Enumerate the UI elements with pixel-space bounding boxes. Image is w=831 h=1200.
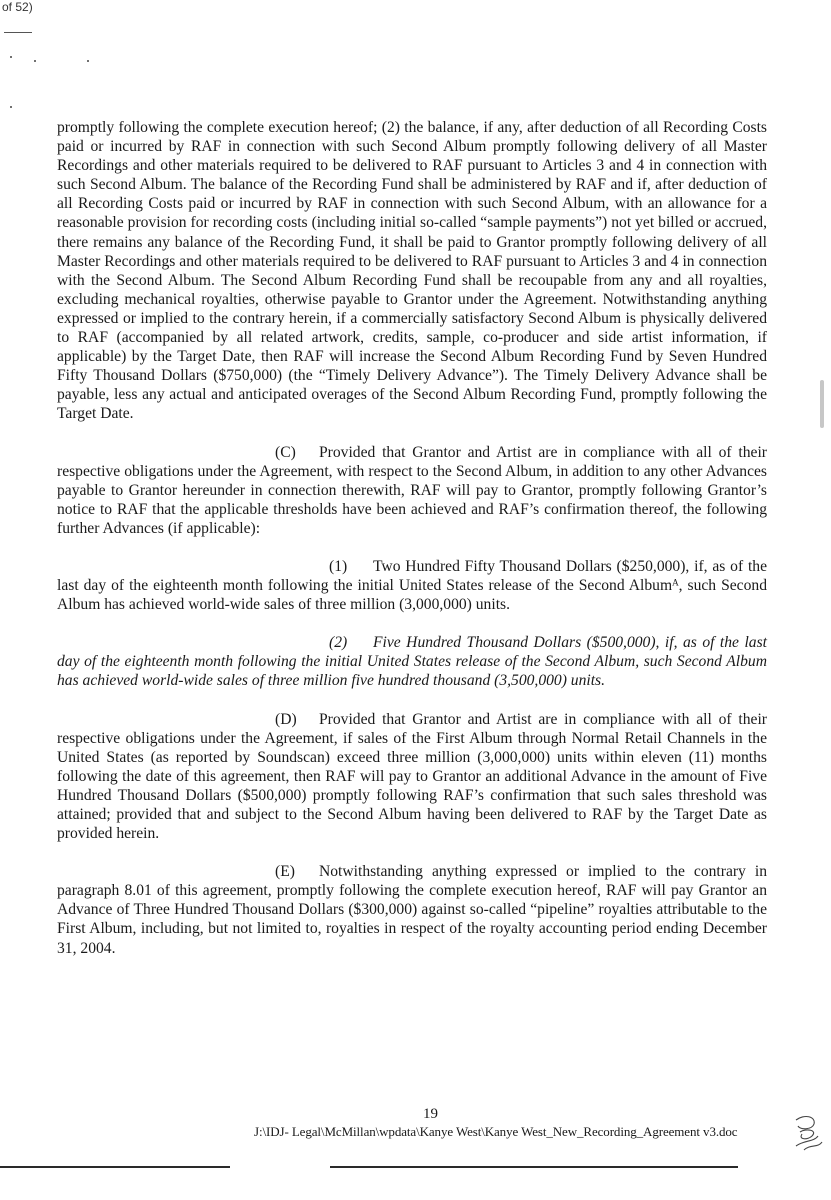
section-e-label: (E) <box>275 863 295 881</box>
document-body <box>57 118 767 958</box>
section-c-1-label: (1) <box>329 557 348 575</box>
section-c-text: Provided that Grantor and Artist are in compliance with all of their respective obligations under the Agreement, with respect to the Second Album, in addition to any other Advances payable to Grantor hereunder in connection therewith, RAF will pay to Grantor, promptly following Grantor’s notice to RAF that the applicable thresholds have been achieved and RAF’s confirmation thereof, the following further Advances (if applicable): <box>57 443 767 537</box>
section-c-1 <box>57 557 767 614</box>
footer-rule-right <box>330 1166 738 1168</box>
section-d-text: Provided that Grantor and Artist are in compliance with all of their respective obligations under the Agreement, if sales of the First Album through Normal Retail Channels in the United States (as reported by Soundscan) exceed three million (3,000,000) units within eleven (11) months following the date of this agreement, then RAF will pay to Grantor an additional Advance in the amount of Five Hundred Thousand Dollars ($500,000) promptly following RAF’s confirmation that such sales threshold was attained; provided that and subject to the Second Album having been delivered to RAF by the Target Date as provided herein. <box>57 710 767 843</box>
section-c-label: (C) <box>275 443 296 461</box>
section-c-2-label: (2) <box>329 634 348 652</box>
section-c-2 <box>57 633 767 690</box>
section-d <box>57 710 767 844</box>
section-e-text: Notwithstanding anything expressed or implied to the contrary in paragraph 8.01 of this agreement, promptly following the complete execution hereof, RAF will pay Grantor an Advance of Three Hundred Thousand Dollars ($300,000) against so-called “pipeline” royalties attributable to the First Album, including, but not limited to, royalties in respect of the royalty accounting period ending December 31, 2004. <box>57 863 767 957</box>
file-path: J:\IDJ- Legal\McMillan\wpdata\Kanye West\Kanye West_New_Recording_Agreement v3.doc <box>254 1124 738 1139</box>
header-rule <box>4 32 32 33</box>
section-d-label: (D) <box>275 710 297 728</box>
page-reference: of 52) <box>2 0 33 14</box>
initials-signature-icon <box>790 1112 826 1156</box>
scan-speck <box>34 60 36 62</box>
scrollbar-thumb[interactable] <box>820 380 824 428</box>
section-c-2-text: Five Hundred Thousand Dollars ($500,000), if, as of the last day of the eighteenth month following the initial United States release of the Second Album, such Second Album has achieved world-wide sales of three million five hundred thousand (3,500,000) units. <box>57 634 767 690</box>
scan-speck <box>10 106 12 108</box>
section-c <box>57 443 767 538</box>
footer-rule-left <box>0 1166 230 1168</box>
section-e <box>57 862 767 957</box>
page-number: 19 <box>423 1106 438 1122</box>
scan-speck <box>87 60 89 62</box>
scan-speck <box>10 56 12 58</box>
paragraph-recording-fund: promptly following the complete execution hereof; (2) the balance, if any, after deduction of all Recording Costs paid or incurred by RAF in connection with such Second Album promptly following delivery of all Master Recordings and other materials required to be delivered to RAF pursuant to Articles 3 and 4 in connection with such Second Album. The balance of the Recording Fund shall be administered by RAF and if, after deduction of all Recording Costs paid or incurred by RAF in connection with such Second Album, with an allowance for a reasonable provision for recording costs (including initial so-called “sample payments”) not yet billed or accrued, there remains any balance of the Recording Fund, it shall be paid to Grantor promptly following delivery of all Master Recordings and other materials required to be delivered to RAF pursuant to Articles 3 and 4 in connection with the Second Album. The Second Album Recording Fund shall be recoupable from any and all royalties, excluding mechanical royalties, otherwise payable to Grantor under the Agreement. Notwithstanding anything expressed or implied to the contrary herein, if a commercially satisfactory Second Album is physically delivered to RAF (accompanied by all related artwork, credits, sample, co-producer and side artist information, if applicable) by the Target Date, then RAF will increase the Second Album Recording Fund by Seven Hundred Fifty Thousand Dollars ($750,000) (the “Timely Delivery Advance”). The Timely Delivery Advance shall be payable, less any actual and anticipated overages of the Second Album Recording Fund, promptly following the Target Date. <box>57 119 767 423</box>
section-c-1-text: Two Hundred Fifty Thousand Dollars ($250,000), if, as of the last day of the eighteenth month following the initial United States release of the Second Albumᴬ, such Second Album has achieved world-wide sales of three million (3,000,000) units. <box>57 557 767 614</box>
